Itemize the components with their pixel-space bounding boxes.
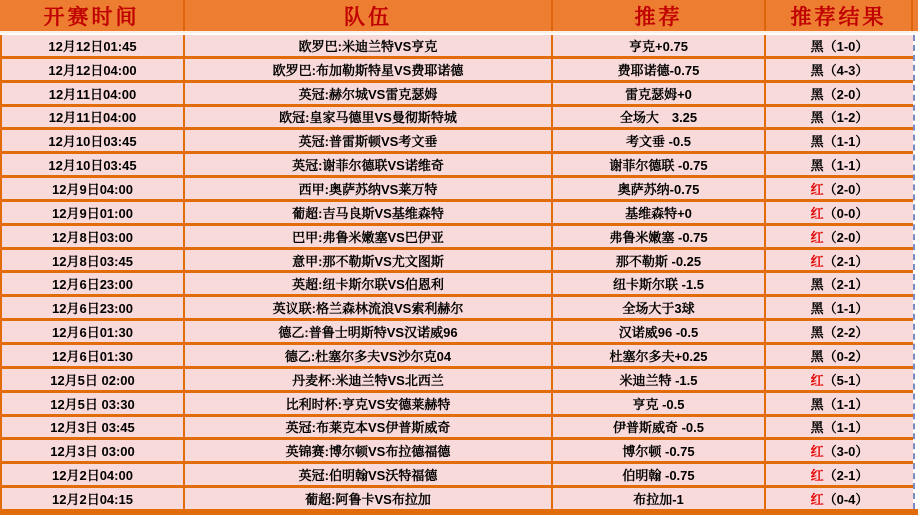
table-row [2, 273, 913, 297]
match-time-cell: 12月6日01:30 [2, 345, 185, 366]
match-time-cell: 12月9日04:00 [2, 178, 185, 199]
result-label: 红 [810, 205, 824, 221]
recommendation-cell: 伊普斯威奇 -0.5 [553, 417, 766, 438]
recommendation-cell: 费耶诺德-0.75 [553, 59, 766, 80]
recommendation-result-cell [766, 59, 913, 80]
result-label: 红 [810, 229, 824, 245]
match-time-cell: 12月3日 03:00 [2, 440, 185, 461]
recommendation-result-cell [766, 297, 913, 318]
table-row [2, 345, 913, 369]
table-row [2, 35, 913, 59]
recommendation-cell: 考文垂 -0.5 [553, 130, 766, 151]
result-label: 黑 [810, 134, 824, 150]
result-label: 红 [810, 253, 824, 269]
table-row [2, 202, 913, 226]
recommendation-cell: 谢菲尔德联 -0.75 [553, 154, 766, 175]
table-row [2, 83, 913, 107]
recommendation-result-cell [766, 417, 913, 438]
header-filler [913, 0, 918, 31]
recommendation-result-cell [766, 250, 913, 271]
result-label: 红 [810, 491, 824, 507]
recommendation-cell: 亨克+0.75 [553, 35, 766, 56]
recommendation-result-cell [766, 130, 913, 151]
match-time-cell: 12月9日01:00 [2, 202, 185, 223]
result-score: （5-1） [823, 372, 869, 388]
result-label: 黑 [810, 110, 824, 126]
match-time-cell: 12月6日23:00 [2, 273, 185, 294]
result-score: （1-0） [823, 38, 869, 54]
result-score: （0-4） [823, 491, 869, 507]
match-teams-cell: 比利时杯:亨克VS安德莱赫特 [185, 393, 553, 414]
match-teams-cell: 德乙:杜塞尔多夫VS沙尔克04 [185, 345, 553, 366]
recommendation-result-cell [766, 464, 913, 485]
recommendation-result-cell [766, 107, 913, 128]
table-header [0, 0, 918, 33]
result-score: （2-1） [823, 253, 869, 269]
table-row [2, 417, 913, 441]
match-teams-cell: 英议联:格兰森林流浪VS索利赫尔 [185, 297, 553, 318]
recommendation-cell: 纽卡斯尔联 -1.5 [553, 273, 766, 294]
recommendation-result-cell [766, 273, 913, 294]
recommendation-result-cell [766, 321, 913, 342]
result-label: 红 [810, 372, 824, 388]
result-score: （2-2） [823, 325, 869, 341]
result-score: （2-1） [823, 468, 869, 484]
match-teams-cell: 丹麦杯:米迪兰特VS北西兰 [185, 369, 553, 390]
recommendation-cell: 那不勒斯 -0.25 [553, 250, 766, 271]
recommendation-result-cell [766, 226, 913, 247]
match-teams-cell: 欧冠:皇家马德里VS曼彻斯特城 [185, 107, 553, 128]
table-row [2, 130, 913, 154]
result-score: （1-1） [823, 158, 869, 174]
match-time-cell: 12月11日04:00 [2, 107, 185, 128]
result-label: 红 [810, 181, 824, 197]
match-teams-cell: 巴甲:弗鲁米嫩塞VS巴伊亚 [185, 226, 553, 247]
match-teams-cell: 英冠:赫尔城VS雷克瑟姆 [185, 83, 553, 104]
recommendation-result-cell [766, 440, 913, 461]
result-label: 黑 [810, 325, 824, 341]
result-score: （4-3） [823, 62, 869, 78]
result-score: （1-1） [823, 301, 869, 317]
recommendation-cell: 基维森特+0 [553, 202, 766, 223]
recommendation-cell: 博尔顿 -0.75 [553, 440, 766, 461]
recommendation-result-cell [766, 35, 913, 56]
result-label: 黑 [810, 86, 824, 102]
result-label: 黑 [810, 277, 824, 293]
table-bottom-border [0, 509, 918, 515]
match-time-cell: 12月11日04:00 [2, 83, 185, 104]
result-score: （2-1） [823, 277, 869, 293]
recommendation-cell: 杜塞尔多夫+0.25 [553, 345, 766, 366]
result-score: （1-1） [823, 420, 869, 436]
match-teams-cell: 欧罗巴:布加勒斯特星VS费耶诺德 [185, 59, 553, 80]
match-teams-cell: 德乙:普鲁士明斯特VS汉诺威96 [185, 321, 553, 342]
page-break-line [913, 35, 915, 509]
match-time-cell: 12月5日 03:30 [2, 393, 185, 414]
result-label: 红 [810, 468, 824, 484]
match-teams-cell: 葡超:阿鲁卡VS布拉加 [185, 488, 553, 509]
recommendation-cell: 弗鲁米嫩塞 -0.75 [553, 226, 766, 247]
match-teams-cell: 英冠:谢菲尔德联VS诺维奇 [185, 154, 553, 175]
header-tip-result: 推荐结果 [766, 0, 913, 31]
table-row [2, 178, 913, 202]
table-body [0, 35, 913, 509]
table-row [2, 154, 913, 178]
header-teams: 队伍 [185, 0, 553, 31]
table-row [2, 107, 913, 131]
table-row [2, 393, 913, 417]
recommendation-cell: 布拉加-1 [553, 488, 766, 509]
result-score: （3-0） [823, 444, 869, 460]
recommendation-result-cell [766, 83, 913, 104]
table-row [2, 440, 913, 464]
match-teams-cell: 英冠:伯明翰VS沃特福德 [185, 464, 553, 485]
table-row [2, 369, 913, 393]
match-time-cell: 12月8日03:00 [2, 226, 185, 247]
match-time-cell: 12月10日03:45 [2, 130, 185, 151]
match-teams-cell: 葡超:吉马良斯VS基维森特 [185, 202, 553, 223]
match-teams-cell: 英冠:布莱克本VS伊普斯威奇 [185, 417, 553, 438]
recommendation-cell: 全场大 3.25 [553, 107, 766, 128]
recommendation-result-cell [766, 154, 913, 175]
table-row [2, 59, 913, 83]
result-score: （0-0） [823, 205, 869, 221]
recommendation-cell: 汉诺威96 -0.5 [553, 321, 766, 342]
match-time-cell: 12月2日04:00 [2, 464, 185, 485]
result-label: 黑 [810, 62, 824, 78]
header-tip: 推荐 [553, 0, 766, 31]
match-time-cell: 12月12日01:45 [2, 35, 185, 56]
result-score: （1-1） [823, 134, 869, 150]
table-row [2, 297, 913, 321]
match-time-cell: 12月6日01:30 [2, 321, 185, 342]
recommendation-cell: 亨克 -0.5 [553, 393, 766, 414]
match-teams-cell: 西甲:奥萨苏纳VS莱万特 [185, 178, 553, 199]
result-score: （0-2） [823, 348, 869, 364]
table-row [2, 464, 913, 488]
recommendation-cell: 米迪兰特 -1.5 [553, 369, 766, 390]
result-score: （2-0） [823, 86, 869, 102]
recommendation-cell: 奥萨苏纳-0.75 [553, 178, 766, 199]
match-time-cell: 12月2日04:15 [2, 488, 185, 509]
recommendation-cell: 全场大于3球 [553, 297, 766, 318]
recommendation-result-cell [766, 345, 913, 366]
recommendation-result-cell [766, 202, 913, 223]
recommendation-cell: 雷克瑟姆+0 [553, 83, 766, 104]
match-time-cell: 12月5日 02:00 [2, 369, 185, 390]
result-label: 黑 [810, 301, 824, 317]
table-row [2, 321, 913, 345]
result-label: 红 [810, 444, 824, 460]
match-time-cell: 12月3日 03:45 [2, 417, 185, 438]
result-label: 黑 [810, 158, 824, 174]
table-row [2, 488, 913, 509]
result-score: （1-2） [823, 110, 869, 126]
recommendation-result-cell [766, 178, 913, 199]
table-row [2, 250, 913, 274]
result-label: 黑 [810, 420, 824, 436]
recommendation-result-cell [766, 393, 913, 414]
match-time-cell: 12月12日04:00 [2, 59, 185, 80]
match-teams-cell: 英锦赛:博尔顿VS布拉德福德 [185, 440, 553, 461]
match-teams-cell: 欧罗巴:米迪兰特VS亨克 [185, 35, 553, 56]
match-time-cell: 12月6日23:00 [2, 297, 185, 318]
match-teams-cell: 英冠:普雷斯顿VS考文垂 [185, 130, 553, 151]
result-score: （2-0） [823, 181, 869, 197]
recommendation-cell: 伯明翰 -0.75 [553, 464, 766, 485]
result-label: 黑 [810, 38, 824, 54]
result-score: （2-0） [823, 229, 869, 245]
match-teams-cell: 英超:纽卡斯尔联VS伯恩利 [185, 273, 553, 294]
match-teams-cell: 意甲:那不勒斯VS尤文图斯 [185, 250, 553, 271]
header-match-time: 开赛时间 [0, 0, 185, 31]
result-label: 黑 [810, 396, 824, 412]
match-time-cell: 12月10日03:45 [2, 154, 185, 175]
recommendation-result-cell [766, 369, 913, 390]
recommendation-result-cell [766, 488, 913, 509]
result-score: （1-1） [823, 396, 869, 412]
result-label: 黑 [810, 348, 824, 364]
table-row [2, 226, 913, 250]
match-time-cell: 12月8日03:45 [2, 250, 185, 271]
